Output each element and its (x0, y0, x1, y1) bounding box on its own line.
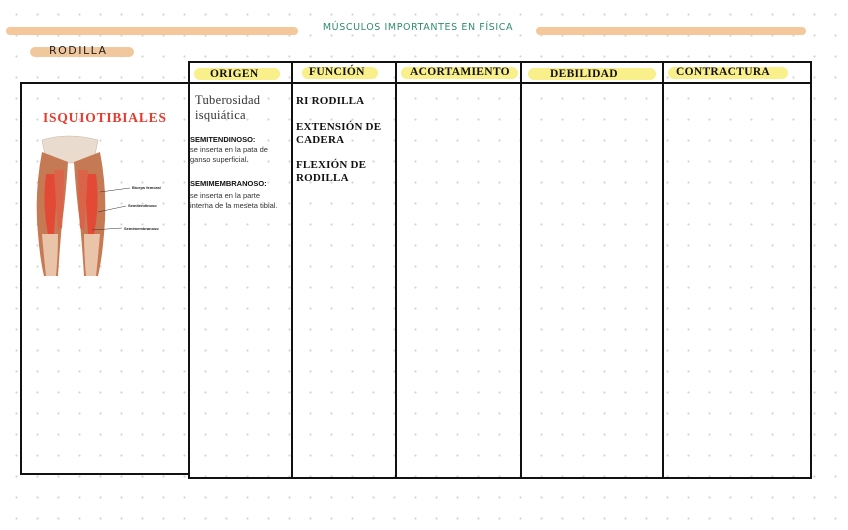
column-header-debilidad: DEBILIDAD (550, 68, 618, 80)
table-left-border (20, 82, 22, 474)
origin-part-2-text: se inserta en la parte interna de la meseta tibial. (190, 191, 278, 210)
table-header-top-line (188, 61, 811, 63)
column-header-acortamiento: ACORTAMIENTO (410, 66, 510, 78)
column-header-funcion: FUNCIÓN (309, 66, 365, 78)
column-header-contractura: CONTRACTURA (676, 66, 771, 78)
muscle-name: ISQUIOTIBIALES (43, 110, 167, 125)
column-header-origen: ORIGEN (210, 68, 259, 80)
figure-label-semimembranoso: Semimembranoso (124, 226, 159, 231)
function-item-1: RI RODILLA (296, 95, 365, 107)
title-bar-left (6, 27, 298, 35)
page-title: MÚSCULOS IMPORTANTES EN FÍSICA (322, 22, 514, 33)
column-divider-1 (188, 61, 190, 479)
origin-part-2-name: SEMIMEMBRANOSO: (190, 179, 267, 188)
origin-part-1-name: SEMITENDINOSO: (190, 135, 256, 144)
function-item-3: FLEXIÓN DE RODILLA (296, 159, 367, 184)
table-header-bottom-line (20, 82, 811, 84)
function-item-2: EXTENSIÓN DE CADERA (296, 121, 382, 146)
figure-label-semitendinoso: Semitendinoso (128, 203, 157, 208)
table-bottom-line-right (188, 477, 811, 479)
title-bar-right (536, 27, 806, 35)
section-label: RODILLA (49, 44, 108, 57)
column-divider-2 (291, 61, 293, 479)
origin-title: Tuberosidad isquiática (195, 93, 261, 122)
column-divider-5 (662, 61, 664, 479)
column-divider-4 (520, 61, 522, 479)
origin-part-1-text: se inserta en la pata de ganso superficial. (190, 145, 268, 164)
figure-label-biceps-femoral: Bíceps femoral (132, 185, 161, 190)
table-right-border (810, 61, 812, 479)
table-bottom-line (20, 473, 188, 475)
